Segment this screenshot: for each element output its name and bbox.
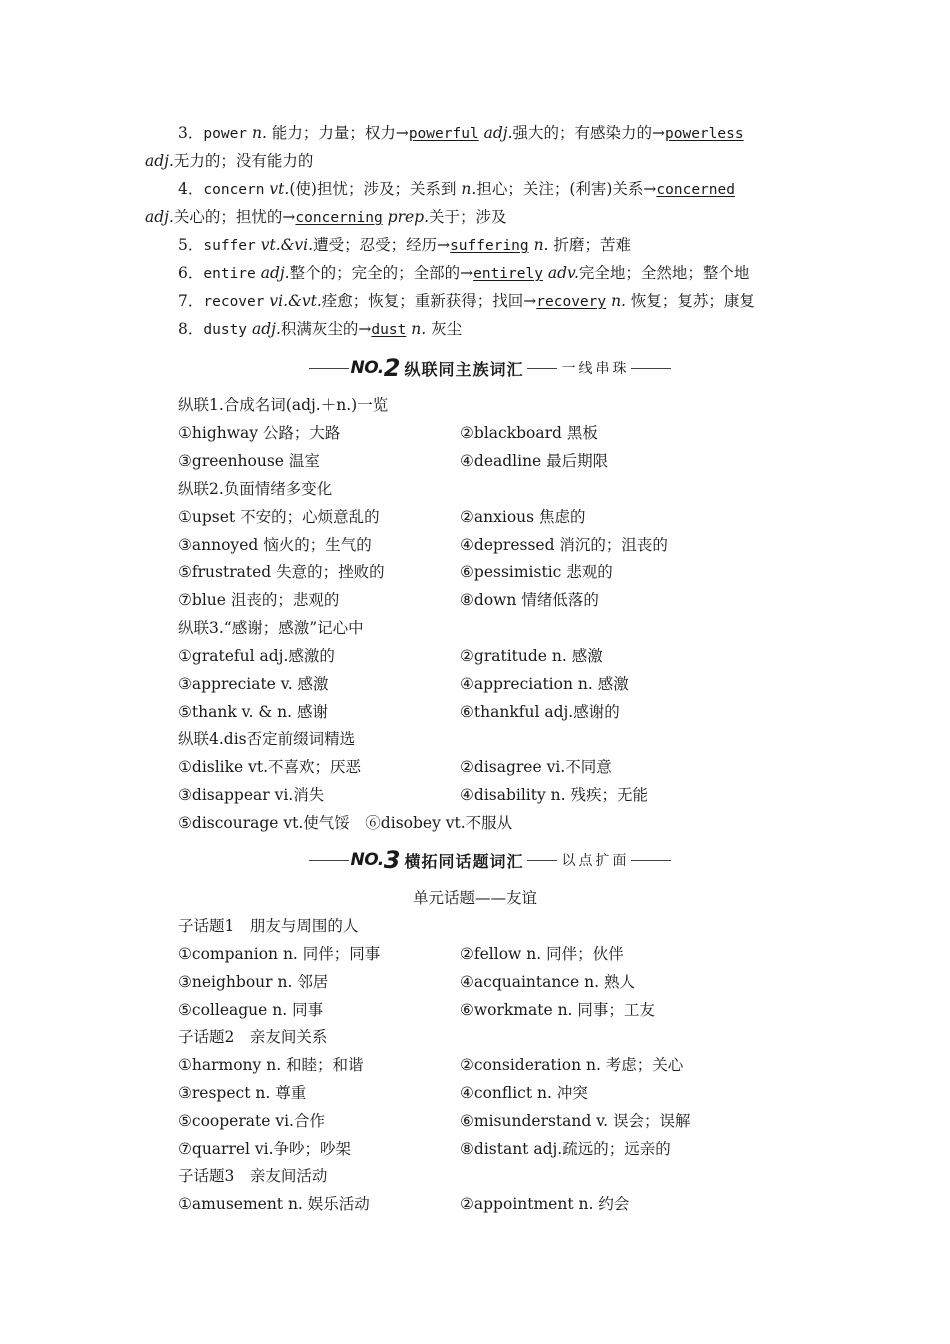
header-subtitle: 以点扩面 <box>561 853 630 869</box>
section-header-2: NO. 2 纵联同主族词汇 一线串珠 <box>300 354 680 382</box>
item-5: 5．suffer vt.&vi.遭受；忍受；经历→suffering n. 折磨；苦难 <box>178 236 631 254</box>
group-title: 纵联4.dis否定前缀词精选 <box>178 730 356 748</box>
group-title: 纵联1.合成名词(adj.＋n.)一览 <box>178 396 389 414</box>
item-4: 4．concern vt.(使)担忧；涉及；关系到 n.担心；关注；(利害)关系→concerned <box>178 180 735 198</box>
header-title: 纵联同主族词汇 <box>404 359 524 379</box>
group-title: 纵联2.负面情绪多变化 <box>178 480 333 498</box>
subtopic-title: 子话题2 亲友间关系 <box>178 1028 328 1046</box>
group-title: 纵联3.“感谢；感激”记心中 <box>178 619 364 637</box>
item-7: 7．recover vi.&vt.痊愈；恢复；重新获得；找回→recovery n. 恢复；复苏；康复 <box>178 292 755 310</box>
header-subtitle: 一线串珠 <box>561 361 630 377</box>
subtopic-title: 子话题1 朋友与周围的人 <box>178 917 359 935</box>
header-rule-left <box>309 368 349 369</box>
header-rule-right <box>631 368 671 369</box>
header-title: 横拓同话题词汇 <box>404 851 524 871</box>
item-3-cont: adj.无力的；没有能力的 <box>145 152 314 170</box>
document-page: 3．power n. 能力；力量；权力→powerful adj.强大的；有感染力的→powerless adj.无力的；没有能力的 4．concern vt.(使)担忧；涉及；关系到 n.担心；关注；(利害)关系→concerned adj.关心的；担忧的→concerning prep.关于；涉及 5．suffer vt.&vi.遭受；忍受；经历→suffering n. 折磨；苦难 6．entire adj.整个的；完全的；全部的→entirely adv.完全地；全然地；整个地 7．recover vi.&vt.痊愈；恢复；重新获得；找回→recovery n. 恢复；复苏；康复 8．dusty adj.积满灰尘的→dust n. 灰尘 NO. 2 纵联同主族词汇 一线串珠 纵联1.合成名词(adj.＋n.)一览 ①highway 公路；大路 ②blackboard 黑板 ③greenhouse 温室 ④deadline 最后期限 纵联2.负面情绪多变化 ①upset 不安的；心烦意乱的 ②anxious 焦虑的 ③annoyed 恼火的；生气的 ④depressed 消沉的；沮丧的 ⑤frustrated 失意的；挫败的 ⑥pessimistic 悲观的 ⑦blue 沮丧的；悲观的 ⑧down 情绪低落的 纵联3.“感谢；感激”记心中 ①grateful adj.感激的 ②gratitude n. 感激 ③appreciate v. 感激 ④appreciation n. 感激 ⑤thank v. & n. 感谢 ⑥thankful adj.感谢的 纵联4.dis否定前缀词精选 ①dislike vt.不喜欢；厌恶 ②disagree vi.不同意 ③disappear vi.消失 ④disability n. 残疾；无能 ⑤discourage vt.使气馁 ⑥disobey vt.不服从 NO. 3 横拓同话题词汇 以点扩面 单元话题——友谊 子话题1 朋友与周围的人 ①companion n. 同伴；同事 ②fellow n. 同伴；伙伴 ③neighbour n. 邻居 ④acquaintance n. 熟人 ⑤colleague n. 同事 ⑥workmate n. 同事；工友 子话题2 亲友间关系 ①harmony n. 和睦；和谐 ②consideration n. 考虑；关心 ③respect n. 尊重 ④conflict n. 冲突 ⑤cooperate vi.合作 ⑥misunderstand v. 误会；误解 ⑦quarrel vi.争吵；吵架 ⑧distant adj.疏远的；远亲的 子话题3 亲友间活动 ①amusement n. 娱乐活动 ②appointment n. 约会 <box>0 0 950 1344</box>
item-6: 6．entire adj.整个的；完全的；全部的→entirely adv.完全地；全然地；整个地 <box>178 264 750 282</box>
section-header-3: NO. 3 横拓同话题词汇 以点扩面 <box>300 846 680 874</box>
unit-topic: 单元话题——友谊 <box>412 889 537 907</box>
item-8: 8．dusty adj.积满灰尘的→dust n. 灰尘 <box>178 320 463 338</box>
item-4-cont: adj.关心的；担忧的→concerning prep.关于；涉及 <box>145 208 507 226</box>
header-rule-left <box>309 860 349 861</box>
header-rule-right <box>631 860 671 861</box>
item-3: 3．power n. 能力；力量；权力→powerful adj.强大的；有感染力的→powerless <box>178 124 744 142</box>
vocab-row: ⑤discourage vt.使气馁 ⑥disobey vt.不服从 <box>178 814 513 832</box>
subtopic-title: 子话题3 亲友间活动 <box>178 1167 328 1185</box>
